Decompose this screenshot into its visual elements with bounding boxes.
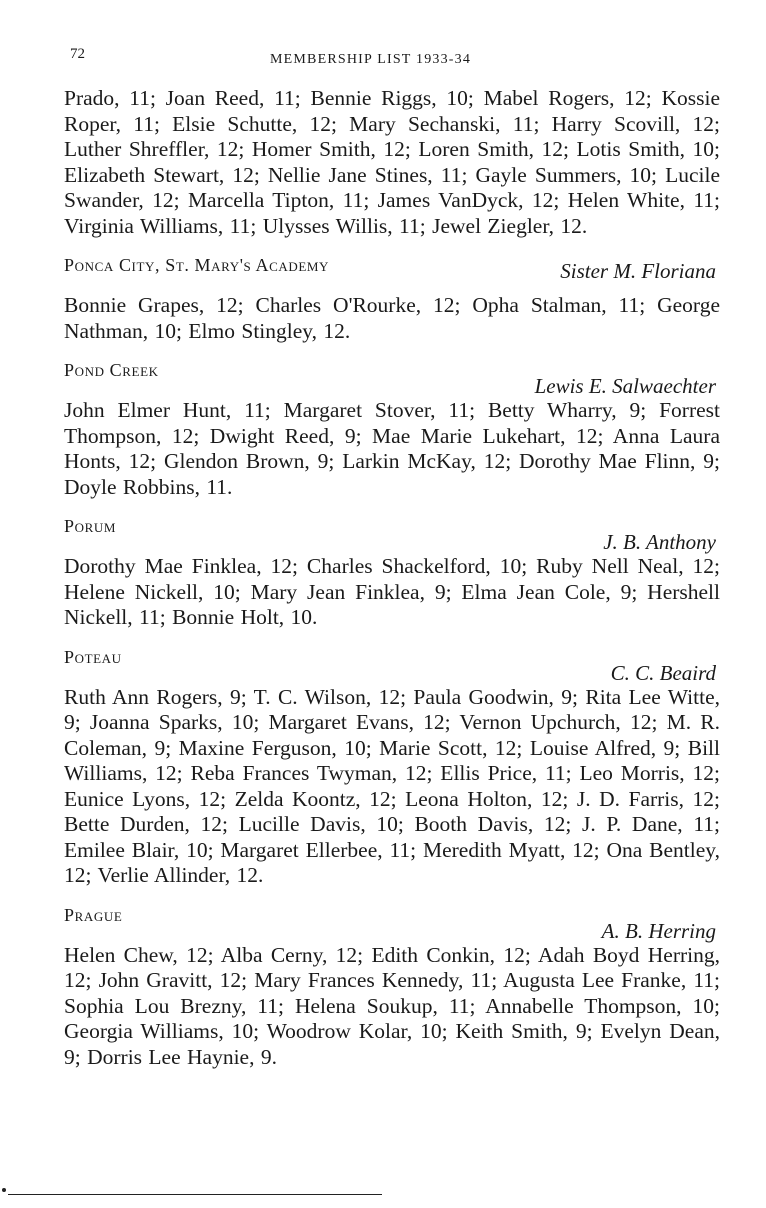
- town-name: Pond Creek: [64, 360, 159, 380]
- sponsor-name: A. B. Herring: [601, 918, 716, 943]
- sponsor-name: Lewis E. Salwaechter: [534, 374, 716, 398]
- member-list: Dorothy Mae Finklea, 12; Charles Shackelford, 10; Ruby Nell Neal, 12; Helene Nickell, 10; Mary Jean Finklea, 9; Elma Jean Cole, 9; Hershell Nickell, 11; Bonnie Holt, 10.: [64, 554, 720, 629]
- town-name: Ponca City, St. Mary's Academy: [64, 255, 330, 275]
- town-name: Poteau: [64, 646, 122, 667]
- section-heading: [64, 255, 720, 283]
- stray-dot: [2, 1188, 6, 1192]
- page-content: [64, 86, 720, 1070]
- section-heading: [64, 904, 720, 943]
- school-section-prague: [64, 905, 720, 1071]
- section-heading: [64, 360, 720, 398]
- member-list: John Elmer Hunt, 11; Margaret Stover, 11; Betty Wharry, 9; Forrest Thompson, 12; Dwight Reed, 9; Mae Marie Lukehart, 12; Anna Laura Honts, 12; Glendon Brown, 9; Larkin McKay, 12; Dorothy Mae Flinn, 9; Doyle Robbins, 11.: [64, 398, 720, 499]
- sponsor-name: Sister M. Floriana: [560, 259, 716, 283]
- continuation-paragraph: Prado, 11; Joan Reed, 11; Bennie Riggs, 10; Mabel Rogers, 12; Kossie Roper, 11; Elsie Schutte, 12; Mary Sechanski, 11; Harry Scovill, 12; Luther Shreffler, 12; Homer Smith, 12; Loren Smith, 12; Lotis Smith, 10; Elizabeth Stewart, 12; Nellie Jane Stines, 11; Gayle Summers, 10; Lucile Swander, 12; Marcella Tipton, 11; James VanDyck, 12; Helen White, 11; Virginia Williams, 11; Ulysses Willis, 11; Jewel Ziegler, 12.: [64, 86, 720, 238]
- running-head: MEMBERSHIP LIST 1933-34: [270, 52, 472, 67]
- section-heading: [64, 646, 720, 685]
- sponsor-name: J. B. Anthony: [603, 530, 716, 554]
- page-number: 72: [70, 46, 85, 62]
- school-section-ponca-city: [64, 255, 720, 344]
- town-name: Porum: [64, 516, 117, 536]
- school-section-porum: [64, 516, 720, 631]
- school-section-pond-creek: [64, 360, 720, 500]
- section-heading: [64, 516, 720, 554]
- school-section-poteau: [64, 647, 720, 889]
- town-name: Prague: [64, 904, 123, 925]
- member-list: Helen Chew, 12; Alba Cerny, 12; Edith Conkin, 12; Adah Boyd Herring, 12; John Gravitt, 12; Mary Frances Kennedy, 11; Augusta Lee Franke, 11; Sophia Lou Brezny, 11; Helena Soukup, 11; Annabelle Thompson, 10; Georgia Williams, 10; Woodrow Kolar, 10; Keith Smith, 9; Evelyn Dean, 9; Dorris Lee Haynie, 9.: [64, 942, 720, 1069]
- member-list: Ruth Ann Rogers, 9; T. C. Wilson, 12; Paula Goodwin, 9; Rita Lee Witte, 9; Joanna Sparks, 10; Margaret Evans, 12; Vernon Upchurch, 12; M. R. Coleman, 9; Maxine Ferguson, 10; Marie Scott, 12; Louise Alfred, 9; Bill Williams, 12; Reba Frances Twyman, 12; Ellis Price, 11; Leo Morris, 12; Eunice Lyons, 12; Zelda Koontz, 12; Leona Holton, 12; J. D. Farris, 12; Bette Durden, 12; Lucille Davis, 10; Booth Davis, 12; J. P. Dane, 11; Emilee Blair, 10; Margaret Ellerbee, 11; Meredith Myatt, 12; Ona Bentley, 12; Verlie Allinder, 12.: [64, 684, 720, 887]
- sponsor-name: C. C. Beaird: [610, 660, 716, 685]
- member-list: Bonnie Grapes, 12; Charles O'Rourke, 12; Opha Stalman, 11; George Nathman, 10; Elmo Stingley, 12.: [64, 293, 720, 343]
- bottom-rule: [8, 1194, 382, 1195]
